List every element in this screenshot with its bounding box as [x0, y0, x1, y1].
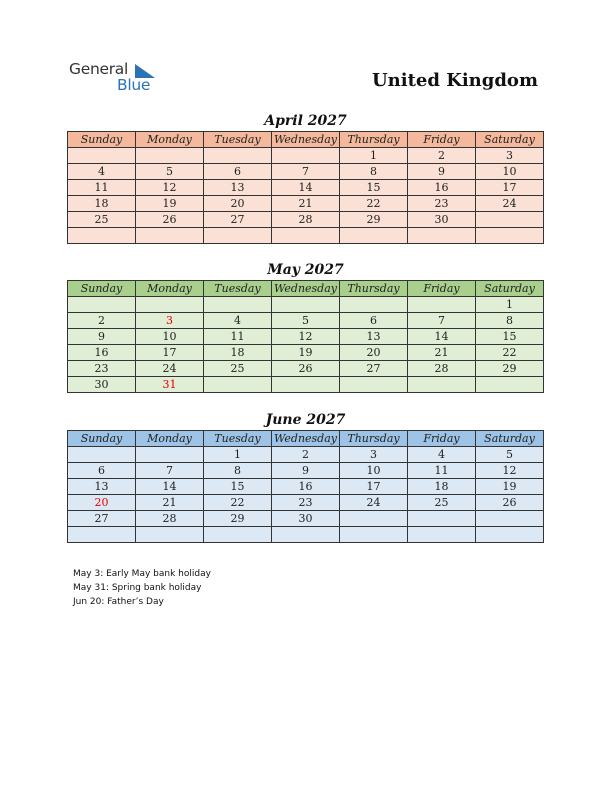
month-april: [67, 111, 544, 244]
weekday-header: Saturday: [476, 132, 544, 148]
week-row: [68, 212, 544, 228]
day-cell: 23: [408, 196, 476, 212]
week-row: [68, 479, 544, 495]
weekday-header: Sunday: [68, 132, 136, 148]
weekday-header-row: [68, 132, 544, 148]
day-cell: 22: [340, 196, 408, 212]
day-cell: 22: [204, 495, 272, 511]
holiday-notes: [73, 567, 211, 609]
calendar-grid: [67, 131, 544, 244]
day-cell: 13: [68, 479, 136, 495]
day-cell: 19: [136, 196, 204, 212]
empty-day-cell: [408, 297, 476, 313]
weekday-header: Tuesday: [204, 132, 272, 148]
weekday-header: Monday: [136, 431, 204, 447]
empty-day-cell: [204, 148, 272, 164]
day-cell: 30: [408, 212, 476, 228]
weekday-header: Friday: [408, 132, 476, 148]
day-cell: 1: [476, 297, 544, 313]
empty-day-cell: [340, 297, 408, 313]
day-cell: 30: [68, 377, 136, 393]
week-row: [68, 495, 544, 511]
weekday-header: Monday: [136, 132, 204, 148]
logo-text-blue: Blue: [117, 76, 151, 94]
weekday-header: Sunday: [68, 431, 136, 447]
week-row: [68, 148, 544, 164]
empty-day-cell: [476, 212, 544, 228]
day-cell: 16: [408, 180, 476, 196]
week-row: [68, 463, 544, 479]
day-cell: 19: [272, 345, 340, 361]
day-cell: 2: [408, 148, 476, 164]
day-cell: 5: [272, 313, 340, 329]
day-cell: 11: [204, 329, 272, 345]
day-cell: 28: [408, 361, 476, 377]
day-cell: 20: [340, 345, 408, 361]
day-cell: 21: [272, 196, 340, 212]
day-cell: 28: [272, 212, 340, 228]
weekday-header: Saturday: [476, 431, 544, 447]
day-cell: 13: [204, 180, 272, 196]
empty-day-cell: [476, 511, 544, 527]
day-cell: 4: [408, 447, 476, 463]
holiday-note: Jun 20: Father’s Day: [73, 597, 164, 607]
empty-day-cell: [68, 447, 136, 463]
day-cell: 5: [136, 164, 204, 180]
weekday-header: Monday: [136, 281, 204, 297]
day-cell: 12: [272, 329, 340, 345]
day-cell: 3: [476, 148, 544, 164]
day-cell: 13: [340, 329, 408, 345]
day-cell: 1: [340, 148, 408, 164]
week-row: [68, 361, 544, 377]
day-cell: 8: [340, 164, 408, 180]
weekday-header: Thursday: [340, 281, 408, 297]
weekday-header: Sunday: [68, 281, 136, 297]
day-cell: 27: [204, 212, 272, 228]
empty-day-cell: [136, 228, 204, 244]
day-cell: 18: [204, 345, 272, 361]
day-cell: 2: [68, 313, 136, 329]
day-cell: 11: [408, 463, 476, 479]
week-row: [68, 527, 544, 543]
day-cell: 7: [136, 463, 204, 479]
week-row: [68, 345, 544, 361]
month-title: April 2027: [264, 113, 347, 129]
week-row: [68, 447, 544, 463]
day-cell: 15: [476, 329, 544, 345]
empty-day-cell: [204, 527, 272, 543]
day-cell: 15: [340, 180, 408, 196]
calendar-grid: [67, 430, 544, 543]
empty-day-cell: [408, 228, 476, 244]
day-cell: 16: [272, 479, 340, 495]
holiday-day-cell: 31: [136, 377, 204, 393]
day-cell: 5: [476, 447, 544, 463]
weekday-header: Tuesday: [204, 281, 272, 297]
empty-day-cell: [204, 377, 272, 393]
day-cell: 28: [136, 511, 204, 527]
empty-day-cell: [408, 527, 476, 543]
empty-day-cell: [340, 377, 408, 393]
day-cell: 21: [408, 345, 476, 361]
holiday-note: May 3: Early May bank holiday: [73, 569, 211, 579]
day-cell: 27: [340, 361, 408, 377]
day-cell: 24: [476, 196, 544, 212]
empty-day-cell: [136, 148, 204, 164]
empty-day-cell: [272, 148, 340, 164]
day-cell: 17: [476, 180, 544, 196]
day-cell: 14: [272, 180, 340, 196]
day-cell: 26: [136, 212, 204, 228]
empty-day-cell: [476, 377, 544, 393]
day-cell: 6: [68, 463, 136, 479]
empty-day-cell: [340, 511, 408, 527]
day-cell: 10: [476, 164, 544, 180]
weekday-header: Wednesday: [272, 132, 340, 148]
day-cell: 7: [272, 164, 340, 180]
weekday-header: Wednesday: [272, 281, 340, 297]
day-cell: 14: [136, 479, 204, 495]
empty-day-cell: [68, 148, 136, 164]
day-cell: 17: [340, 479, 408, 495]
empty-day-cell: [136, 297, 204, 313]
day-cell: 7: [408, 313, 476, 329]
empty-day-cell: [136, 527, 204, 543]
empty-day-cell: [476, 228, 544, 244]
holiday-day-cell: 20: [68, 495, 136, 511]
empty-day-cell: [272, 228, 340, 244]
day-cell: 24: [136, 361, 204, 377]
month-title: May 2027: [267, 262, 344, 278]
day-cell: 22: [476, 345, 544, 361]
empty-day-cell: [68, 527, 136, 543]
day-cell: 9: [408, 164, 476, 180]
day-cell: 23: [68, 361, 136, 377]
weekday-header: Saturday: [476, 281, 544, 297]
weekday-header: Wednesday: [272, 431, 340, 447]
day-cell: 9: [68, 329, 136, 345]
month-title: June 2027: [265, 412, 346, 428]
day-cell: 8: [476, 313, 544, 329]
weekday-header: Tuesday: [204, 431, 272, 447]
logo-text-general: General: [69, 60, 128, 78]
day-cell: 25: [68, 212, 136, 228]
day-cell: 9: [272, 463, 340, 479]
day-cell: 26: [272, 361, 340, 377]
day-cell: 30: [272, 511, 340, 527]
week-row: [68, 228, 544, 244]
month-may: [67, 260, 544, 393]
day-cell: 16: [68, 345, 136, 361]
calendar-grid: [67, 280, 544, 393]
day-cell: 4: [68, 164, 136, 180]
empty-day-cell: [204, 228, 272, 244]
empty-day-cell: [272, 527, 340, 543]
week-row: [68, 329, 544, 345]
week-row: [68, 180, 544, 196]
weekday-header-row: [68, 281, 544, 297]
holiday-day-cell: 3: [136, 313, 204, 329]
weekday-header: Friday: [408, 431, 476, 447]
day-cell: 1: [204, 447, 272, 463]
week-row: [68, 313, 544, 329]
day-cell: 15: [204, 479, 272, 495]
empty-day-cell: [136, 447, 204, 463]
empty-day-cell: [408, 511, 476, 527]
day-cell: 11: [68, 180, 136, 196]
day-cell: 14: [408, 329, 476, 345]
day-cell: 6: [204, 164, 272, 180]
empty-day-cell: [340, 228, 408, 244]
weekday-header-row: [68, 431, 544, 447]
day-cell: 29: [204, 511, 272, 527]
empty-day-cell: [204, 297, 272, 313]
day-cell: 18: [408, 479, 476, 495]
week-row: [68, 164, 544, 180]
empty-day-cell: [272, 377, 340, 393]
empty-day-cell: [340, 527, 408, 543]
day-cell: 20: [204, 196, 272, 212]
weekday-header: Thursday: [340, 431, 408, 447]
empty-day-cell: [68, 228, 136, 244]
day-cell: 10: [136, 329, 204, 345]
weekday-header: Thursday: [340, 132, 408, 148]
day-cell: 12: [476, 463, 544, 479]
day-cell: 25: [408, 495, 476, 511]
weekday-header: Friday: [408, 281, 476, 297]
day-cell: 25: [204, 361, 272, 377]
day-cell: 10: [340, 463, 408, 479]
day-cell: 21: [136, 495, 204, 511]
day-cell: 24: [340, 495, 408, 511]
day-cell: 2: [272, 447, 340, 463]
day-cell: 26: [476, 495, 544, 511]
empty-day-cell: [408, 377, 476, 393]
week-row: [68, 196, 544, 212]
empty-day-cell: [68, 297, 136, 313]
week-row: [68, 377, 544, 393]
day-cell: 18: [68, 196, 136, 212]
week-row: [68, 511, 544, 527]
general-blue-logo: [69, 60, 169, 96]
day-cell: 3: [340, 447, 408, 463]
day-cell: 27: [68, 511, 136, 527]
holiday-note: May 31: Spring bank holiday: [73, 583, 202, 593]
day-cell: 8: [204, 463, 272, 479]
day-cell: 29: [340, 212, 408, 228]
day-cell: 4: [204, 313, 272, 329]
day-cell: 23: [272, 495, 340, 511]
day-cell: 12: [136, 180, 204, 196]
month-june: [67, 410, 544, 543]
empty-day-cell: [476, 527, 544, 543]
week-row: [68, 297, 544, 313]
country-title: United Kingdom: [371, 70, 538, 91]
day-cell: 6: [340, 313, 408, 329]
day-cell: 19: [476, 479, 544, 495]
empty-day-cell: [272, 297, 340, 313]
day-cell: 29: [476, 361, 544, 377]
day-cell: 17: [136, 345, 204, 361]
